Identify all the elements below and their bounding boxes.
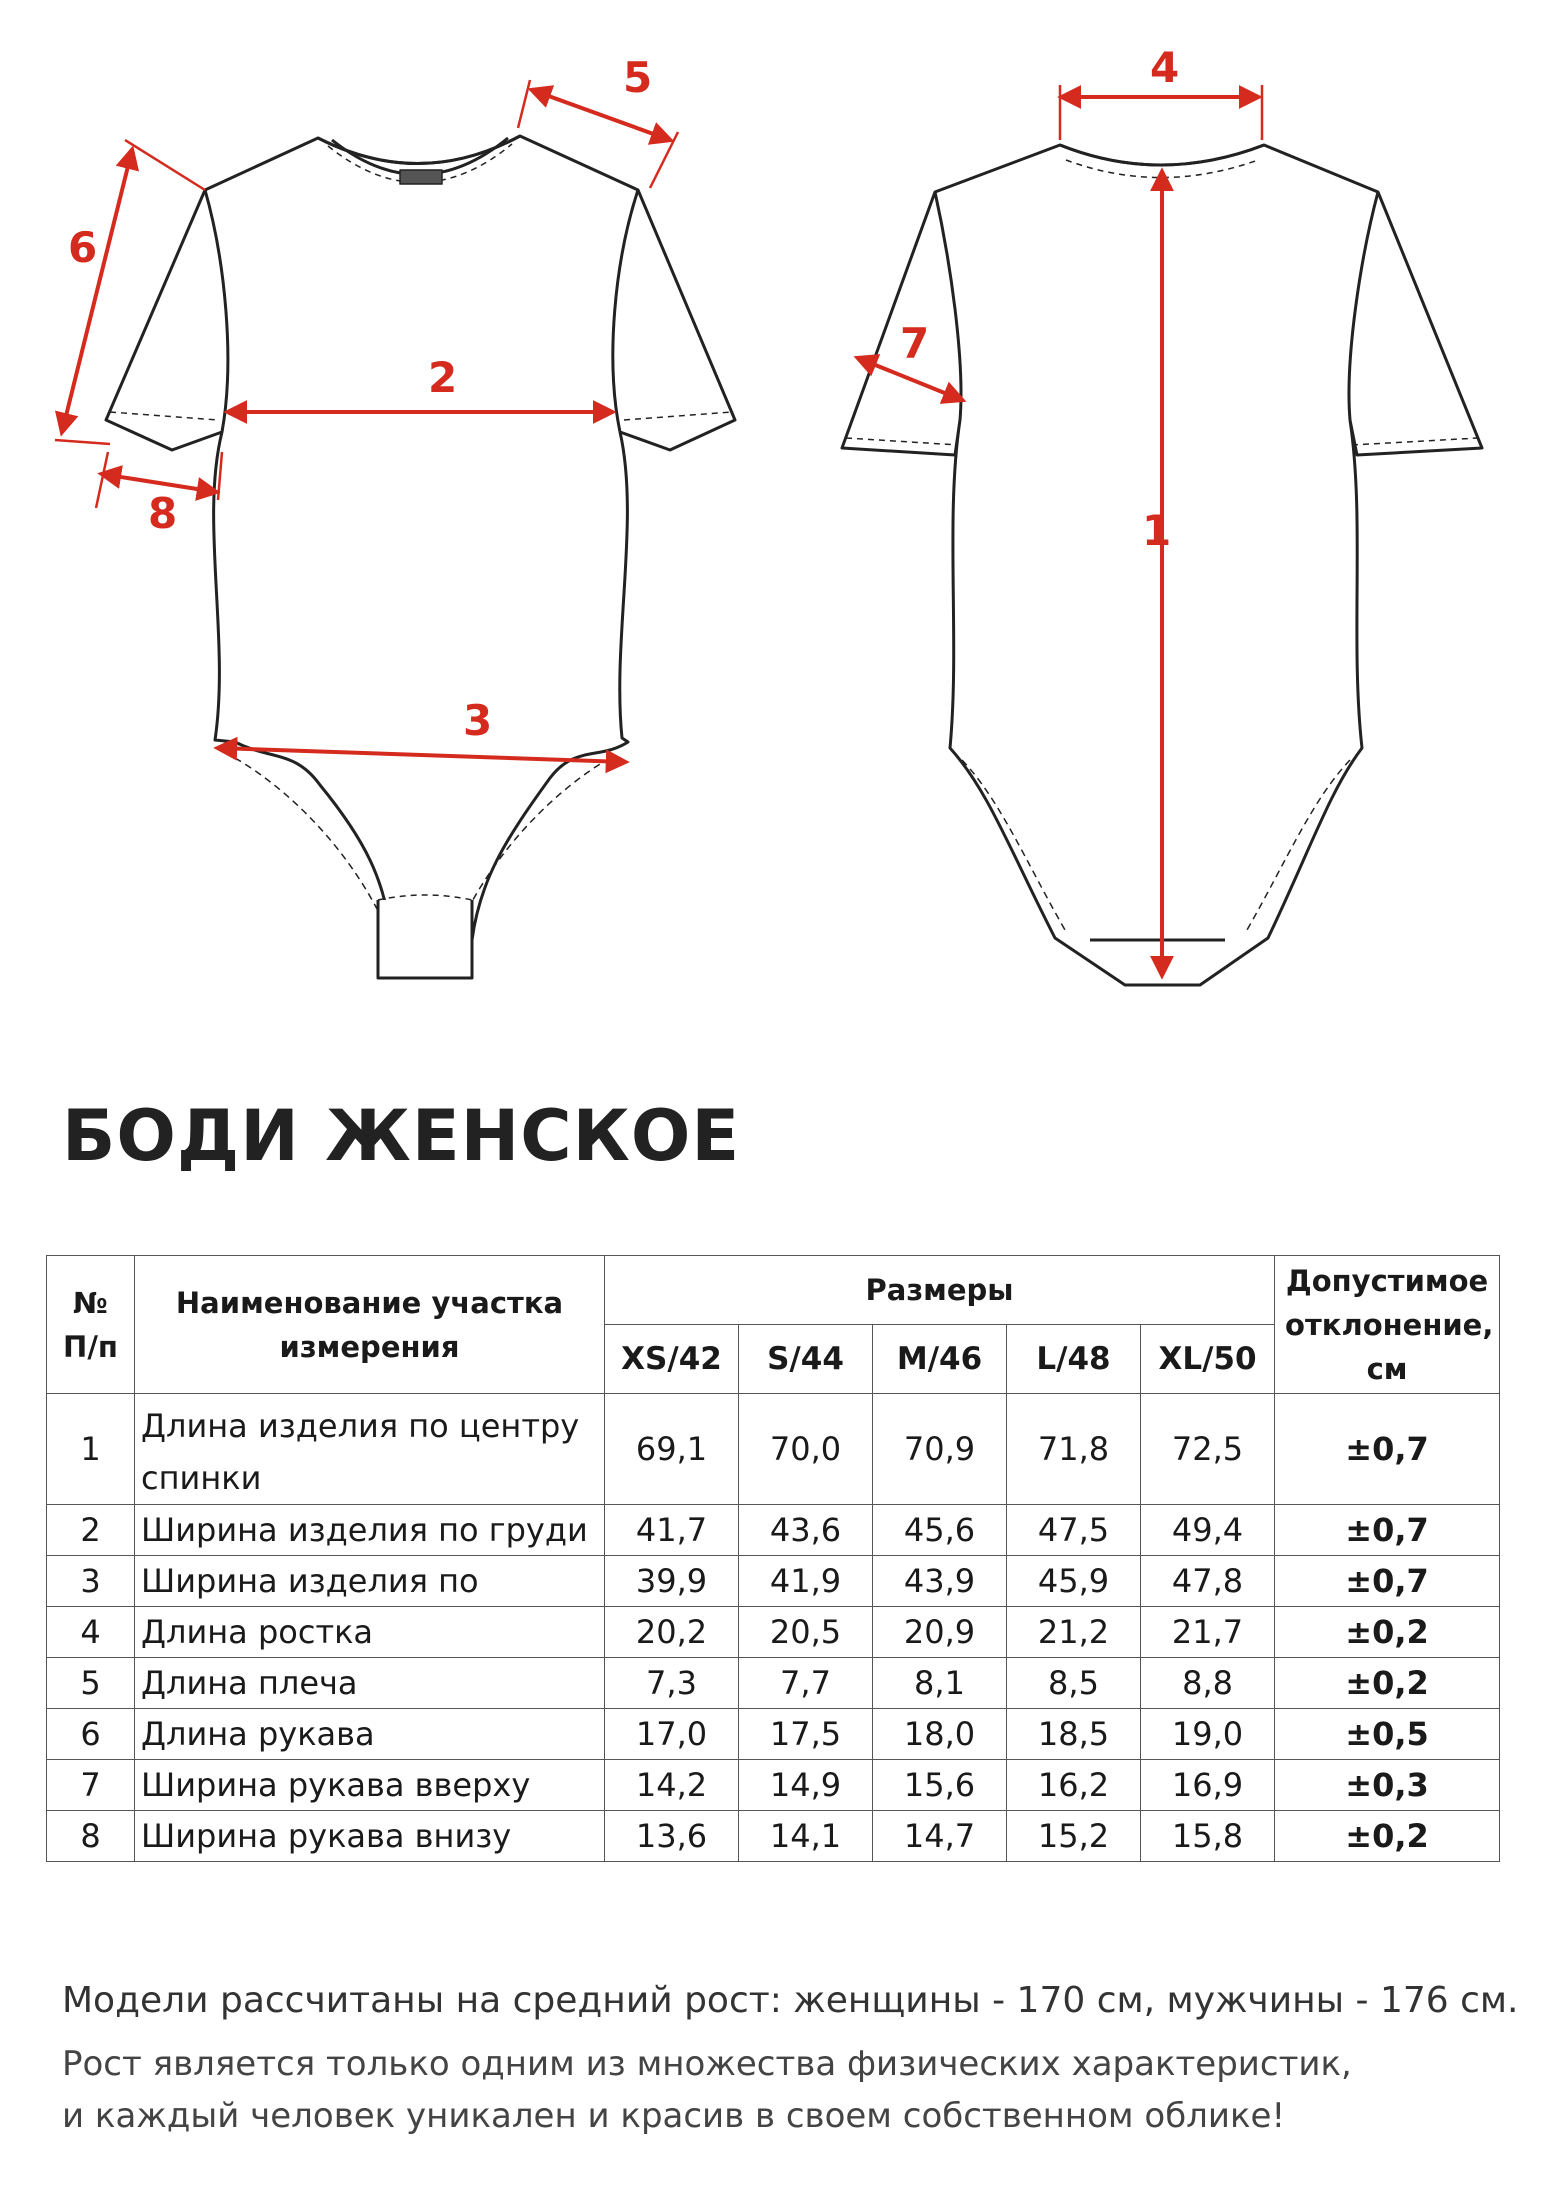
- row-value: 14,1: [739, 1811, 873, 1862]
- header-name: Наименование участка измерения: [135, 1256, 605, 1394]
- row-value: 72,5: [1141, 1394, 1275, 1505]
- row-value: 16,9: [1141, 1760, 1275, 1811]
- brand-label: [400, 170, 442, 184]
- row-value: 8,5: [1007, 1658, 1141, 1709]
- header-sizes: Размеры: [605, 1256, 1275, 1325]
- row-value: 13,6: [605, 1811, 739, 1862]
- row-tolerance: ±0,7: [1275, 1505, 1500, 1556]
- row-value: 45,6: [873, 1505, 1007, 1556]
- row-value: 71,8: [1007, 1394, 1141, 1505]
- row-value: 69,1: [605, 1394, 739, 1505]
- size-header: L/48: [1007, 1325, 1141, 1394]
- row-value: 70,9: [873, 1394, 1007, 1505]
- row-tolerance: ±0,7: [1275, 1394, 1500, 1505]
- table-row: [47, 1394, 1500, 1505]
- row-tolerance: ±0,2: [1275, 1658, 1500, 1709]
- height-note: Модели рассчитаны на средний рост: женщины - 170 см, мужчины - 176 см.: [62, 1980, 1519, 2021]
- row-value: 43,6: [739, 1505, 873, 1556]
- row-value: 45,9: [1007, 1556, 1141, 1607]
- label-5: 5: [623, 53, 653, 102]
- table-row: [47, 1505, 1500, 1556]
- row-value: 39,9: [605, 1556, 739, 1607]
- table-header-row: [47, 1256, 1500, 1325]
- row-value: 20,2: [605, 1607, 739, 1658]
- row-value: 17,0: [605, 1709, 739, 1760]
- row-value: 41,9: [739, 1556, 873, 1607]
- table-row: [47, 1607, 1500, 1658]
- front-view-drawing: [106, 136, 735, 978]
- row-value: 7,3: [605, 1658, 739, 1709]
- label-1: 1: [1142, 506, 1172, 555]
- label-4: 4: [1150, 43, 1180, 92]
- size-header: XL/50: [1141, 1325, 1275, 1394]
- row-number: 4: [47, 1607, 135, 1658]
- row-number: 1: [47, 1394, 135, 1505]
- row-value: 14,7: [873, 1811, 1007, 1862]
- label-6: 6: [68, 223, 98, 272]
- label-3: 3: [463, 696, 493, 745]
- header-number-line1: №: [73, 1285, 108, 1320]
- row-value: 20,9: [873, 1607, 1007, 1658]
- size-header: S/44: [739, 1325, 873, 1394]
- row-name: Ширина рукава вверху: [135, 1760, 605, 1811]
- table-row: [47, 1811, 1500, 1862]
- garment-illustration: [0, 0, 1542, 1040]
- row-name: Ширина изделия по: [135, 1556, 605, 1607]
- body-note-line1: Рост является только одним из множества физических характеристик,: [62, 2044, 1352, 2084]
- row-number: 6: [47, 1709, 135, 1760]
- row-value: 16,2: [1007, 1760, 1141, 1811]
- row-number: 5: [47, 1658, 135, 1709]
- header-number: [47, 1256, 135, 1394]
- row-value: 17,5: [739, 1709, 873, 1760]
- size-header: XS/42: [605, 1325, 739, 1394]
- row-value: 18,5: [1007, 1709, 1141, 1760]
- row-number: 2: [47, 1505, 135, 1556]
- row-value: 15,6: [873, 1760, 1007, 1811]
- body-note-line2: и каждый человек уникален и красив в своем собственном облике!: [62, 2096, 1286, 2136]
- table-row: [47, 1709, 1500, 1760]
- row-value: 41,7: [605, 1505, 739, 1556]
- row-value: 18,0: [873, 1709, 1007, 1760]
- row-number: 3: [47, 1556, 135, 1607]
- page-title: БОДИ ЖЕНСКОЕ: [62, 1095, 741, 1177]
- row-value: 8,8: [1141, 1658, 1275, 1709]
- row-value: 49,4: [1141, 1505, 1275, 1556]
- table-row: [47, 1556, 1500, 1607]
- row-value: 21,2: [1007, 1607, 1141, 1658]
- size-table: [46, 1255, 1500, 1862]
- row-tolerance: ±0,7: [1275, 1556, 1500, 1607]
- header-tolerance: Допустимое отклонение, см: [1275, 1256, 1500, 1394]
- row-value: 21,7: [1141, 1607, 1275, 1658]
- row-value: 8,1: [873, 1658, 1007, 1709]
- row-value: 47,5: [1007, 1505, 1141, 1556]
- front-bodysuit-outline: [106, 136, 735, 940]
- table-row: [47, 1760, 1500, 1811]
- row-name: Ширина изделия по груди: [135, 1505, 605, 1556]
- table-row: [47, 1658, 1500, 1709]
- row-value: 14,2: [605, 1760, 739, 1811]
- row-name: Длина рукава: [135, 1709, 605, 1760]
- row-value: 15,8: [1141, 1811, 1275, 1862]
- row-value: 70,0: [739, 1394, 873, 1505]
- row-value: 19,0: [1141, 1709, 1275, 1760]
- row-tolerance: ±0,5: [1275, 1709, 1500, 1760]
- row-value: 7,7: [739, 1658, 873, 1709]
- row-value: 15,2: [1007, 1811, 1141, 1862]
- label-2: 2: [428, 353, 458, 402]
- row-value: 14,9: [739, 1760, 873, 1811]
- row-value: 47,8: [1141, 1556, 1275, 1607]
- row-tolerance: ±0,3: [1275, 1760, 1500, 1811]
- row-name: Ширина рукава внизу: [135, 1811, 605, 1862]
- label-8: 8: [148, 489, 178, 538]
- row-value: 43,9: [873, 1556, 1007, 1607]
- row-value: 20,5: [739, 1607, 873, 1658]
- row-name: Длина изделия по центру спинки: [135, 1394, 605, 1505]
- body-note: [62, 2038, 1352, 2142]
- row-tolerance: ±0,2: [1275, 1811, 1500, 1862]
- row-name: Длина ростка: [135, 1607, 605, 1658]
- row-name: Длина плеча: [135, 1658, 605, 1709]
- label-7: 7: [900, 319, 930, 368]
- row-tolerance: ±0,2: [1275, 1607, 1500, 1658]
- row-number: 8: [47, 1811, 135, 1862]
- size-header: M/46: [873, 1325, 1007, 1394]
- header-number-line2: П/п: [63, 1329, 118, 1364]
- row-number: 7: [47, 1760, 135, 1811]
